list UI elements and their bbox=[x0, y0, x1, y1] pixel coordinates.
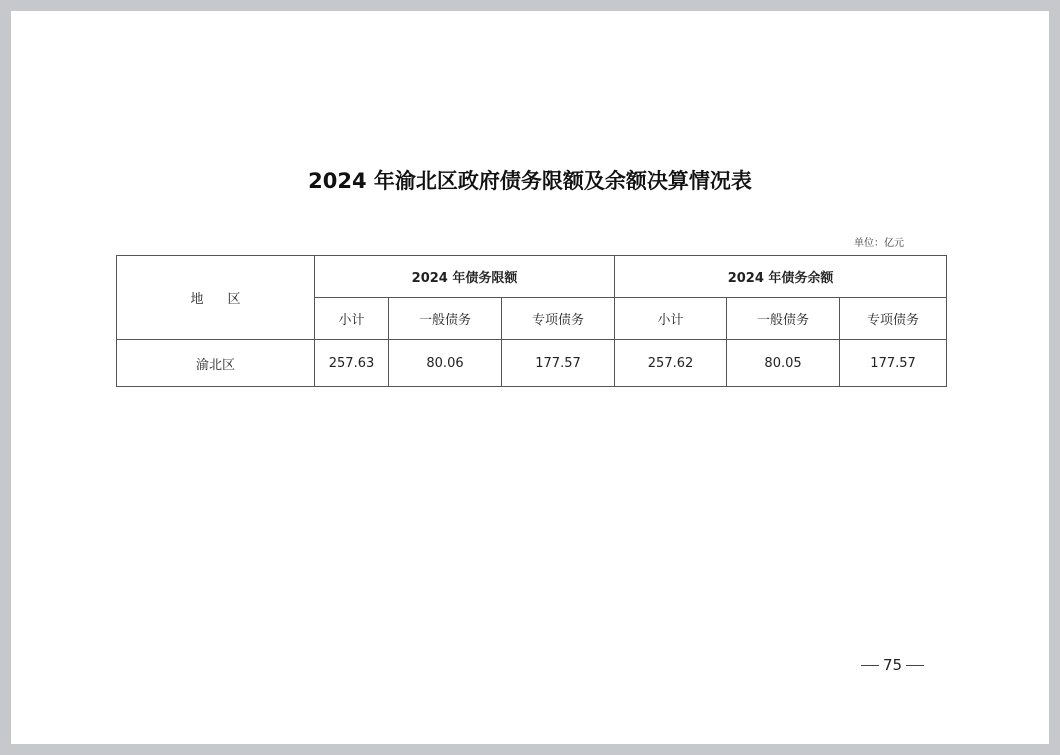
column-header: 专项债务 bbox=[502, 298, 615, 340]
column-header: 专项债务 bbox=[840, 298, 947, 340]
column-header: 一般债务 bbox=[389, 298, 502, 340]
table-row bbox=[117, 340, 947, 387]
column-header: 小计 bbox=[315, 298, 389, 340]
page-number-value: 75 bbox=[883, 656, 903, 674]
table-cell: 80.05 bbox=[727, 340, 840, 387]
balance-group-header: 2024 年债务余额 bbox=[615, 256, 947, 298]
page-number-dash bbox=[906, 665, 924, 666]
unit-note: 单位：亿元 bbox=[854, 238, 904, 249]
table-cell: 257.62 bbox=[615, 340, 727, 387]
region-header-char: 区 bbox=[227, 292, 241, 307]
table-cell: 177.57 bbox=[840, 340, 947, 387]
table-cell: 80.06 bbox=[389, 340, 502, 387]
region-cell: 渝北区 bbox=[117, 340, 315, 387]
page-number-dash bbox=[861, 665, 879, 666]
column-header: 小计 bbox=[615, 298, 727, 340]
column-header: 一般债务 bbox=[727, 298, 840, 340]
region-header-char: 地 bbox=[190, 292, 204, 307]
limit-group-header: 2024 年债务限额 bbox=[315, 256, 615, 298]
table-cell: 257.63 bbox=[315, 340, 389, 387]
table-cell: 177.57 bbox=[502, 340, 615, 387]
region-column-header bbox=[117, 256, 315, 340]
debt-table bbox=[116, 255, 947, 387]
table-group-header-row bbox=[117, 256, 947, 298]
document-title: 2024 年渝北区政府债务限额及余额决算情况表 bbox=[308, 169, 752, 193]
document-page bbox=[11, 11, 1049, 744]
page-number bbox=[857, 656, 928, 674]
